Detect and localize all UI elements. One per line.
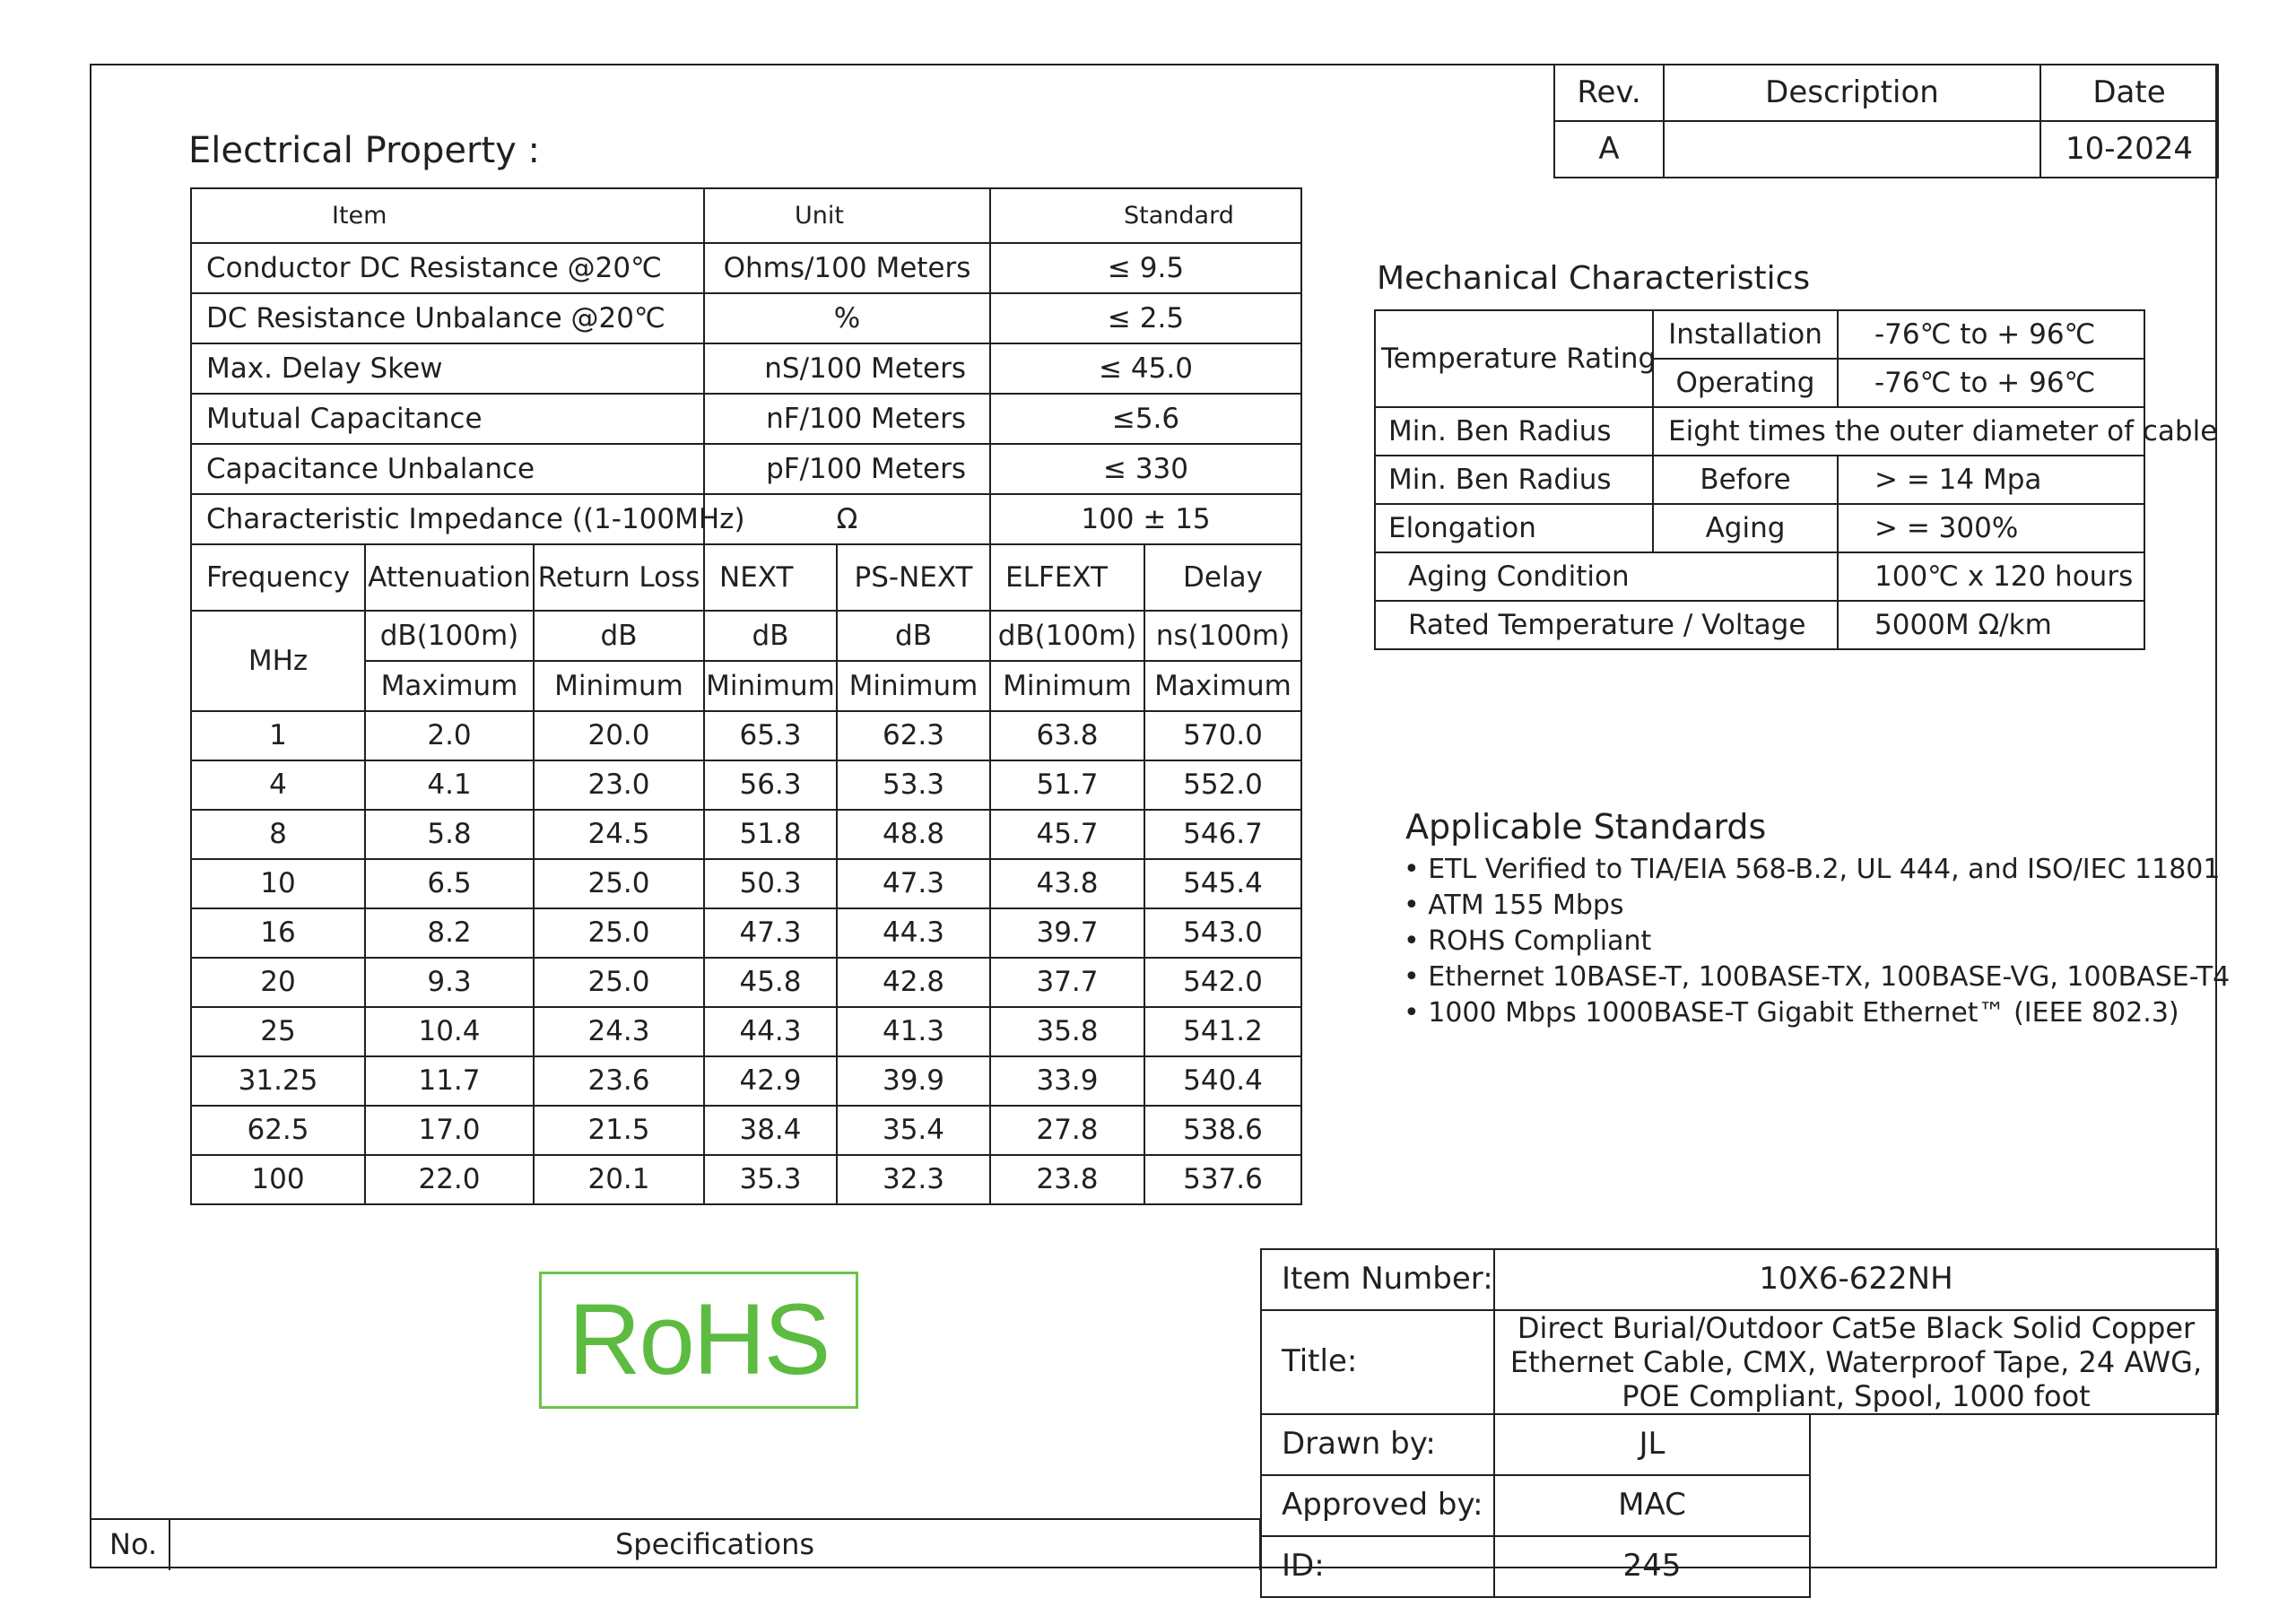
operating-label: Operating [1653,359,1838,407]
value-cell: 20.0 [534,711,704,760]
value-cell: 570.0 [1144,711,1301,760]
rev-value: A [1554,121,1664,178]
prop-unit: % [704,293,990,343]
value-cell: 25.0 [534,908,704,958]
operating-value: -76℃ to + 96℃ [1838,359,2144,407]
bend-radius-label: Min. Ben Radius [1375,407,1653,456]
value-cell: 538.6 [1144,1106,1301,1155]
standards-item: • 1000 Mbps 1000BASE-T Gigabit Ethernet™ (IEEE 802.3) [1404,997,2179,1029]
prop-unit: nF/100 Meters [704,394,990,444]
ps-next-header: PS-NEXT [837,544,990,611]
limit-cell: Minimum [990,661,1144,711]
frequency-cell: 10 [191,859,365,908]
prop-unit: pF/100 Meters [704,444,990,494]
item-number-value: 10X6-622NH [1494,1249,2218,1310]
limit-cell: Maximum [365,661,534,711]
value-cell: 62.3 [837,711,990,760]
rohs-logo: RoHS [539,1272,858,1409]
rev-header: Rev. [1554,65,1664,121]
frequency-row [191,908,1301,958]
prop-unit: nS/100 Meters [704,343,990,394]
value-cell: 545.4 [1144,859,1301,908]
value-cell: 552.0 [1144,760,1301,810]
attenuation-header: Attenuation [365,544,534,611]
next-header: NEXT [704,544,837,611]
before-label: Before [1653,456,1838,504]
value-cell: 35.3 [704,1155,837,1204]
description-header: Description [1664,65,2040,121]
value-cell: 24.5 [534,810,704,859]
value-cell: 20.1 [534,1155,704,1204]
prop-item: DC Resistance Unbalance @20℃ [191,293,704,343]
title-line: Direct Burial/Outdoor Cat5e Black Solid Copper [1517,1311,2196,1345]
value-cell: 47.3 [704,908,837,958]
value-cell: 35.8 [990,1007,1144,1056]
value-cell: 44.3 [704,1007,837,1056]
value-cell: 542.0 [1144,958,1301,1007]
frequency-row [191,1007,1301,1056]
frequency-cell: 4 [191,760,365,810]
value-cell: 51.7 [990,760,1144,810]
prop-standard: ≤ 330 [990,444,1301,494]
unit-header: Unit [704,188,990,243]
elfext-header: ELFEXT [990,544,1144,611]
specifications-label: Specifications [170,1519,1260,1570]
prop-item: Mutual Capacitance [191,394,704,444]
value-cell: 50.3 [704,859,837,908]
value-cell: 540.4 [1144,1056,1301,1106]
value-cell: 25.0 [534,859,704,908]
value-cell: 47.3 [837,859,990,908]
revision-table [1553,64,2219,178]
value-cell: 65.3 [704,711,837,760]
frequency-cell: 25 [191,1007,365,1056]
title-line: Ethernet Cable, CMX, Waterproof Tape, 24 AWG, [1509,1345,2203,1379]
frequency-row [191,810,1301,859]
standards-item: • Ethernet 10BASE-T, 100BASE-TX, 100BASE-VG, 100BASE-T4 [1404,961,2231,993]
frequency-cell: 1 [191,711,365,760]
frequency-row [191,958,1301,1007]
value-cell: 8.2 [365,908,534,958]
bend-radius-label: Min. Ben Radius [1375,456,1653,504]
limit-cell: Maximum [1144,661,1301,711]
value-cell: 23.0 [534,760,704,810]
approved-by-label: Approved by: [1261,1475,1494,1536]
limit-cell: Minimum [837,661,990,711]
date-header: Date [2040,65,2218,121]
rated-temperature-value: 5000M Ω/km [1838,601,2144,649]
unit-cell: dB [837,611,990,661]
title-block-empty-cell [1810,1414,2218,1597]
value-cell: 25.0 [534,958,704,1007]
temperature-rating-label: Temperature Rating [1375,310,1653,407]
value-cell: 32.3 [837,1155,990,1204]
value-cell: 23.6 [534,1056,704,1106]
value-cell: 45.7 [990,810,1144,859]
value-cell: 35.4 [837,1106,990,1155]
elongation-value: > = 300% [1838,504,2144,552]
approved-by-value: MAC [1494,1475,1810,1536]
title-label: Title: [1261,1310,1494,1414]
date-value: 10-2024 [2040,121,2218,178]
before-value: > = 14 Mpa [1838,456,2144,504]
unit-cell: dB [704,611,837,661]
standards-list [1404,852,2230,1031]
value-cell: 541.2 [1144,1007,1301,1056]
prop-standard: ≤5.6 [990,394,1301,444]
value-cell: 53.3 [837,760,990,810]
value-cell: 37.7 [990,958,1144,1007]
frequency-row [191,760,1301,810]
delay-header: Delay [1144,544,1301,611]
unit-cell: dB(100m) [365,611,534,661]
value-cell: 21.5 [534,1106,704,1155]
prop-item: Characteristic Impedance ((1-100MHz) [191,494,704,544]
prop-unit: Ω [704,494,990,544]
electrical-table [190,187,1302,1205]
aging-label: Aging [1653,504,1838,552]
value-cell: 9.3 [365,958,534,1007]
id-label: ID: [1261,1536,1494,1597]
title-block [1260,1248,2219,1598]
value-cell: 39.7 [990,908,1144,958]
value-cell: 24.3 [534,1007,704,1056]
value-cell: 22.0 [365,1155,534,1204]
value-cell: 6.5 [365,859,534,908]
frequency-cell: 20 [191,958,365,1007]
standards-item: • ETL Verified to TIA/EIA 568-B.2, UL 444, and ISO/IEC 11801 [1404,854,2221,885]
title-value [1494,1310,2218,1414]
limit-cell: Minimum [704,661,837,711]
frequency-cell: 62.5 [191,1106,365,1155]
value-cell: 33.9 [990,1056,1144,1106]
mechanical-title: Mechanical Characteristics [1377,260,1811,297]
no-label: No. [90,1519,170,1570]
value-cell: 42.8 [837,958,990,1007]
frequency-row [191,1155,1301,1204]
specifications-strip [90,1518,1261,1570]
value-cell: 27.8 [990,1106,1144,1155]
unit-cell: ns(100m) [1144,611,1301,661]
installation-value: -76℃ to + 96℃ [1838,310,2144,359]
limit-cell: Minimum [534,661,704,711]
unit-cell: dB [534,611,704,661]
id-value: 245 [1494,1536,1810,1597]
aging-condition-value: 100℃ x 120 hours [1838,552,2144,601]
rated-temperature-label: Rated Temperature / Voltage [1375,601,1838,649]
value-cell: 10.4 [365,1007,534,1056]
value-cell: 39.9 [837,1056,990,1106]
applicable-standards-title: Applicable Standards [1405,807,1767,847]
value-cell: 4.1 [365,760,534,810]
value-cell: 48.8 [837,810,990,859]
prop-standard: 100 ± 15 [990,494,1301,544]
prop-standard: ≤ 2.5 [990,293,1301,343]
value-cell: 43.8 [990,859,1144,908]
elongation-label: Elongation [1375,504,1653,552]
standards-item: • ROHS Compliant [1404,925,1652,957]
value-cell: 5.8 [365,810,534,859]
value-cell: 23.8 [990,1155,1144,1204]
item-number-label: Item Number: [1261,1249,1494,1310]
prop-item: Max. Delay Skew [191,343,704,394]
value-cell: 543.0 [1144,908,1301,958]
value-cell: 38.4 [704,1106,837,1155]
frequency-row [191,1106,1301,1155]
value-cell: 45.8 [704,958,837,1007]
mhz-header: MHz [191,611,365,711]
electrical-property-title: Electrical Property : [188,130,541,171]
standards-item: • ATM 155 Mbps [1404,890,1624,921]
unit-cell: dB(100m) [990,611,1144,661]
drawn-by-value: JL [1494,1414,1810,1475]
item-header: Item [191,188,704,243]
value-cell: 44.3 [837,908,990,958]
value-cell: 537.6 [1144,1155,1301,1204]
frequency-cell: 8 [191,810,365,859]
value-cell: 2.0 [365,711,534,760]
frequency-row [191,1056,1301,1106]
title-line: POE Compliant, Spool, 1000 foot [1622,1379,2091,1413]
prop-standard: ≤ 45.0 [990,343,1301,394]
drawn-by-label: Drawn by: [1261,1414,1494,1475]
frequency-cell: 100 [191,1155,365,1204]
prop-item: Capacitance Unbalance [191,444,704,494]
prop-standard: ≤ 9.5 [990,243,1301,293]
description-value [1664,121,2040,178]
prop-unit: Ohms/100 Meters [704,243,990,293]
value-cell: 51.8 [704,810,837,859]
frequency-cell: 31.25 [191,1056,365,1106]
bend-radius-value: Eight times the outer diameter of cable [1653,407,2144,456]
frequency-header: Frequency [191,544,365,611]
frequency-row [191,711,1301,760]
value-cell: 41.3 [837,1007,990,1056]
mechanical-table [1374,309,2218,650]
value-cell: 546.7 [1144,810,1301,859]
value-cell: 11.7 [365,1056,534,1106]
frequency-row [191,859,1301,908]
frequency-cell: 16 [191,908,365,958]
value-cell: 63.8 [990,711,1144,760]
return-loss-header: Return Loss [534,544,704,611]
aging-condition-label: Aging Condition [1375,552,1838,601]
value-cell: 42.9 [704,1056,837,1106]
value-cell: 17.0 [365,1106,534,1155]
installation-label: Installation [1653,310,1838,359]
standard-header: Standard [990,188,1301,243]
prop-item: Conductor DC Resistance @20℃ [191,243,704,293]
value-cell: 56.3 [704,760,837,810]
